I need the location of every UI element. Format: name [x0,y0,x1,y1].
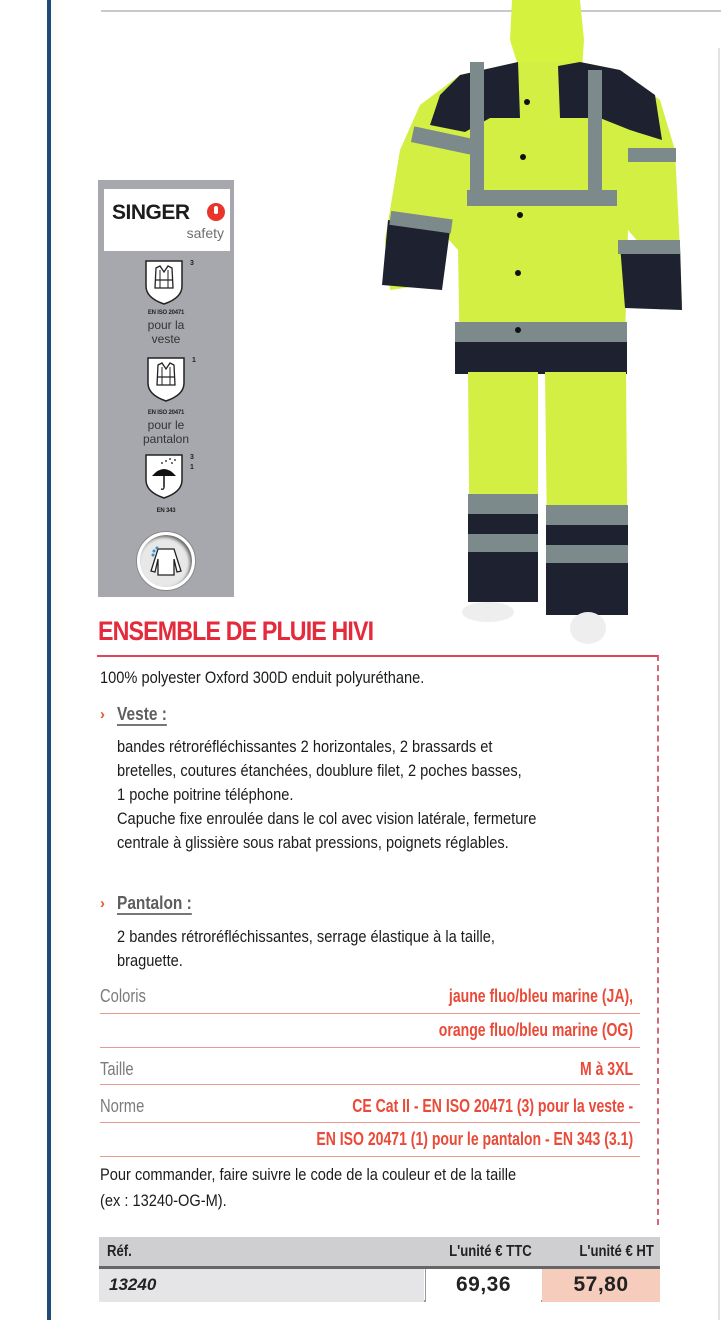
spec-value-taille: M à 3XL [579,1059,633,1079]
header-ttc: L'unité € TTC [449,1243,532,1260]
spec-value-coloris: jaune fluo/bleu marine (JA), [448,986,633,1006]
veste-line: Capuche fixe enroulée dans le col avec vision latérale, fermeture [117,809,537,828]
cell-ref [99,1269,424,1302]
section-heading-veste: Veste : [117,704,167,724]
right-divider [718,48,720,1320]
section-heading-pantalon: Pantalon : [117,893,192,913]
spec-divider [100,1084,640,1085]
hi-vis-vest-icon [144,355,188,403]
rain-suit-image [370,0,690,650]
brand-drop-icon [207,203,225,221]
material-text: 100% polyester Oxford 300D enduit polyuréthane. [100,668,425,687]
product-title: ENSEMBLE DE PLUIE HIVI [98,616,374,646]
norm-code: EN 343 [156,508,176,514]
spec-value-norme: EN ISO 20471 (1) pour le pantalon - EN 343 (3.1) [316,1129,633,1149]
spec-divider [100,1122,640,1123]
umbrella-rain-icon [142,452,186,500]
norm-code: EN ISO 20471 [147,310,185,316]
en343-class-top: 3 [190,454,194,461]
price-table-header [99,1237,660,1269]
veste-line: bandes rétroréfléchissantes 2 horizontales, 2 brassards et [117,737,493,756]
spec-label-taille: Taille [100,1059,134,1079]
brand-subtitle: safety [186,225,224,241]
pictogram-caption: pour la [147,318,185,332]
spec-value-norme: CE Cat II - EN ISO 20471 (3) pour la veste - [352,1096,633,1116]
pictogram-caption: veste [151,332,181,346]
norm-code: EN ISO 20471 [147,410,185,416]
cell-price-ht [542,1269,660,1302]
chevron-right-icon: › [100,706,105,723]
veste-line: 1 poche poitrine téléphone. [117,785,294,804]
spec-divider [100,1047,640,1048]
spec-divider [100,1156,640,1157]
vest-class-jacket: 3 [190,260,194,267]
brand-panel [98,180,234,597]
header-ref: Réf. [107,1243,132,1260]
pantalon-line: 2 bandes rétroréfléchissantes, serrage élastique à la taille, [117,927,495,946]
price-table [99,1237,660,1302]
table-row [99,1269,660,1302]
cell-price-ttc [425,1269,541,1302]
product-photo [370,0,690,650]
waterproof-jacket-icon [137,532,195,590]
spec-divider [100,1013,640,1014]
order-note: (ex : 13240-OG-M). [100,1191,227,1210]
spec-label-coloris: Coloris [100,986,146,1006]
spec-value-coloris: orange fluo/bleu marine (OG) [438,1020,633,1040]
veste-line: centrale à glissière sous rabat pressions, poignets réglables. [117,833,509,852]
spec-label-norme: Norme [100,1096,145,1116]
pictogram-caption: pantalon [142,432,190,446]
price-ht: 57,80 [573,1273,629,1296]
reference-number: 13240 [109,1275,157,1294]
brand-logo [104,189,230,251]
page-gutter [51,0,65,1320]
veste-line: bretelles, coutures étanchées, doublure filet, 2 poches basses, [117,761,522,780]
hi-vis-vest-icon [142,258,186,306]
order-note: Pour commander, faire suivre le code de la couleur et de la taille [100,1165,517,1184]
chevron-right-icon: › [100,895,105,912]
en343-class-bottom: 1 [190,464,194,471]
header-ht: L'unité € HT [579,1243,654,1260]
pictogram-caption: pour le [147,418,185,432]
price-ttc: 69,36 [455,1273,512,1296]
pantalon-line: braguette. [117,951,183,970]
vest-class-trousers: 1 [192,357,196,364]
brand-name: SINGER [112,201,190,224]
